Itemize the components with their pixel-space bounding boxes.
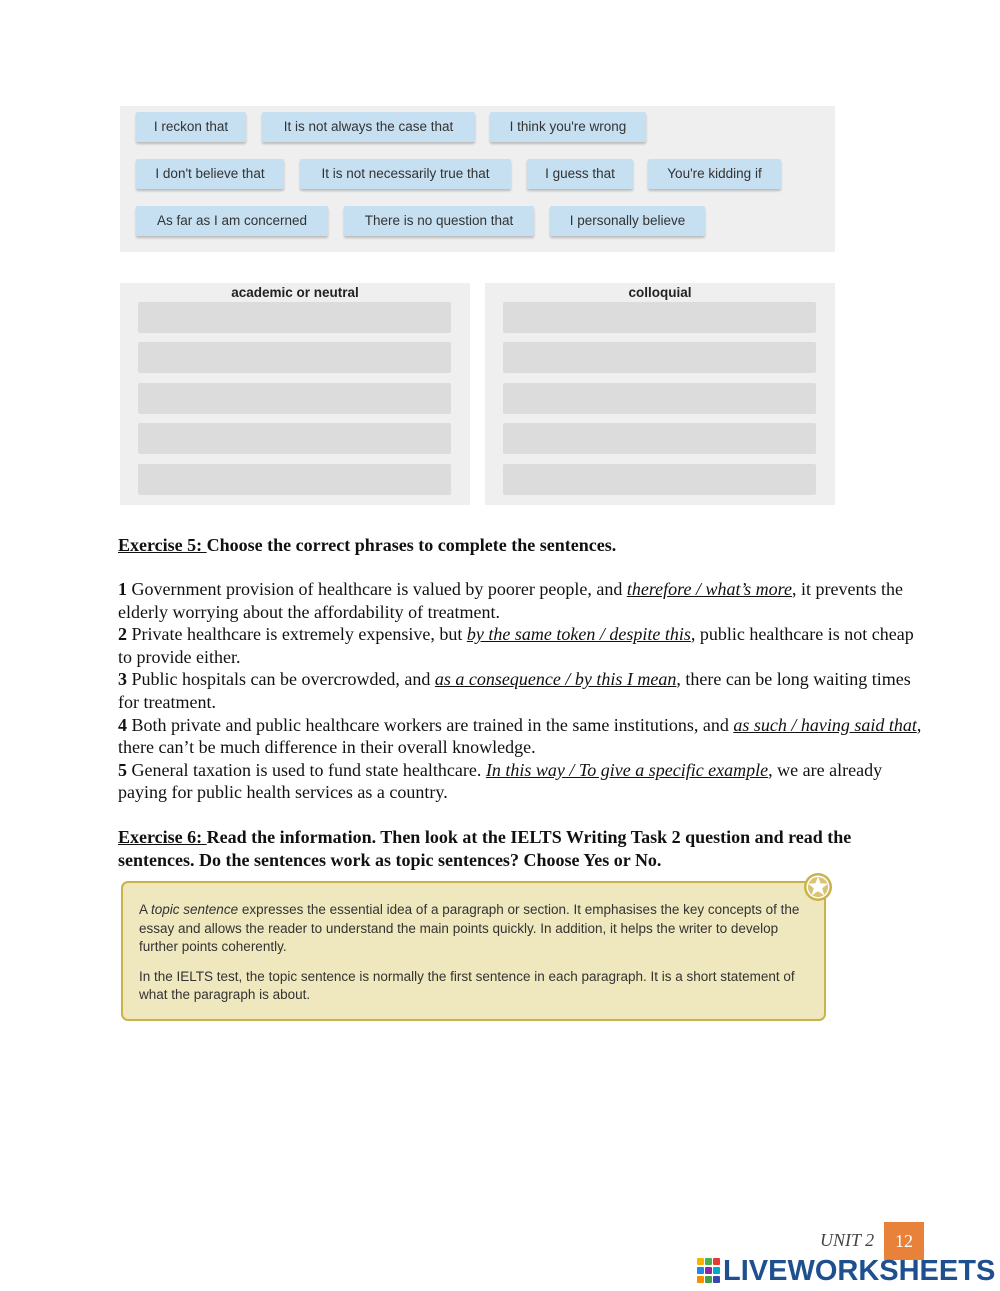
- drop-slot[interactable]: [138, 383, 451, 414]
- brand-name: LIVEWORKSHEETS: [723, 1255, 996, 1287]
- phrase-bank: [120, 106, 835, 252]
- phrase-choice[interactable]: therefore / what’s more: [626, 579, 792, 599]
- drop-slot[interactable]: [138, 423, 451, 454]
- exercise5-sentences: [118, 578, 928, 804]
- sentence: [118, 668, 928, 713]
- sentence-text: , there can’t be much difference in their overall knowledge.: [118, 714, 922, 758]
- phrase-chip[interactable]: It is not always the case that: [262, 112, 475, 142]
- drop-slot[interactable]: [138, 342, 451, 373]
- sentence: [118, 714, 928, 759]
- info-text: [139, 901, 809, 1016]
- drop-slot[interactable]: [503, 464, 816, 495]
- drop-zone-academic: [120, 283, 470, 505]
- sentence-text: , there can be long waiting times for treatment.: [118, 669, 911, 712]
- info-paragraph: In the IELTS test, the topic sentence is normally the first sentence in each paragraph. It is a short statement of what the paragraph is about.: [139, 968, 795, 1002]
- page-number-badge: 12: [884, 1222, 924, 1260]
- sentence-number: 3: [118, 669, 127, 690]
- sentence-text: , public healthcare is not cheap to provide either.: [118, 624, 914, 667]
- exercise6-instruction: Read the information. Then look at the IELTS Writing Task 2 question and read the sentences. Do the sentences work as topic sentences? Choose Yes or No.: [118, 827, 852, 870]
- info-rest: expresses the essential idea of a paragraph or section. It emphasises the key concepts of the essay and allows the reader to understand the main points quickly. In addition, it helps the writer to develop further points coherently.: [139, 902, 800, 954]
- drop-slot[interactable]: [503, 423, 816, 454]
- sentence-text: General taxation is used to fund state healthcare.: [127, 759, 486, 780]
- sentence-text: Public hospitals can be overcrowded, and: [127, 669, 435, 690]
- sentence-number: 1: [118, 579, 127, 599]
- drop-slot[interactable]: [503, 302, 816, 333]
- sentence-text: , we are already paying for public health services as a country.: [118, 759, 883, 803]
- info-paragraph: [139, 901, 809, 957]
- drop-zone-title: colloquial: [628, 285, 692, 300]
- drop-slot[interactable]: [503, 383, 816, 414]
- drop-zone-title: academic or neutral: [231, 285, 359, 300]
- sentence-number: 5: [118, 759, 127, 780]
- phrase-chip[interactable]: There is no question that: [344, 206, 534, 236]
- liveworksheets-logo: [697, 1256, 995, 1286]
- sentence-text: Both private and public healthcare workers are trained in the same institutions, and: [127, 714, 734, 735]
- phrase-chip[interactable]: I think you're wrong: [490, 112, 646, 142]
- drop-slot[interactable]: [138, 464, 451, 495]
- unit-label: UNIT 2: [820, 1230, 875, 1250]
- phrase-chip[interactable]: I reckon that: [136, 112, 246, 142]
- exercise6-label: Exercise 6:: [118, 827, 207, 847]
- info-lead: A: [139, 902, 152, 917]
- phrase-chip[interactable]: As far as I am concerned: [136, 206, 328, 236]
- sentence: [118, 623, 928, 668]
- drop-slot[interactable]: [138, 302, 451, 333]
- sentence-text: Private healthcare is extremely expensive, but: [127, 624, 467, 645]
- sentence-number: 2: [118, 624, 127, 645]
- phrase-choice[interactable]: In this way / To give a specific example: [485, 759, 769, 780]
- phrase-choice[interactable]: as a consequence / by this I mean: [434, 669, 677, 690]
- sentence-text: Government provision of healthcare is valued by poorer people, and: [127, 579, 627, 599]
- phrase-chip[interactable]: You're kidding if: [648, 159, 781, 189]
- phrase-chip[interactable]: I guess that: [527, 159, 633, 189]
- exercise5-label: Exercise 5:: [118, 535, 207, 555]
- exercise5-heading: [118, 534, 928, 557]
- exercise5-instruction: Choose the correct phrases to complete the sentences.: [206, 535, 617, 555]
- sentence-number: 4: [118, 714, 127, 735]
- phrase-chip[interactable]: It is not necessarily true that: [300, 159, 511, 189]
- sentence-text: , it prevents the elderly worrying about the affordability of treatment.: [118, 579, 903, 622]
- info-box: [121, 881, 826, 1021]
- sentence: [118, 578, 928, 623]
- exercise6-heading: [118, 826, 928, 872]
- phrase-chip[interactable]: I don't believe that: [136, 159, 284, 189]
- phrase-chip[interactable]: I personally believe: [550, 206, 705, 236]
- liveworksheets-logo-icon: [697, 1258, 721, 1284]
- star-icon: [803, 872, 833, 902]
- phrase-choice[interactable]: as such / having said that: [733, 714, 917, 735]
- phrase-choice[interactable]: by the same token / despite this: [466, 624, 691, 645]
- info-term: topic sentence: [151, 902, 239, 917]
- sentence: [118, 759, 928, 804]
- drop-zone-colloquial: [485, 283, 835, 505]
- drop-slot[interactable]: [503, 342, 816, 373]
